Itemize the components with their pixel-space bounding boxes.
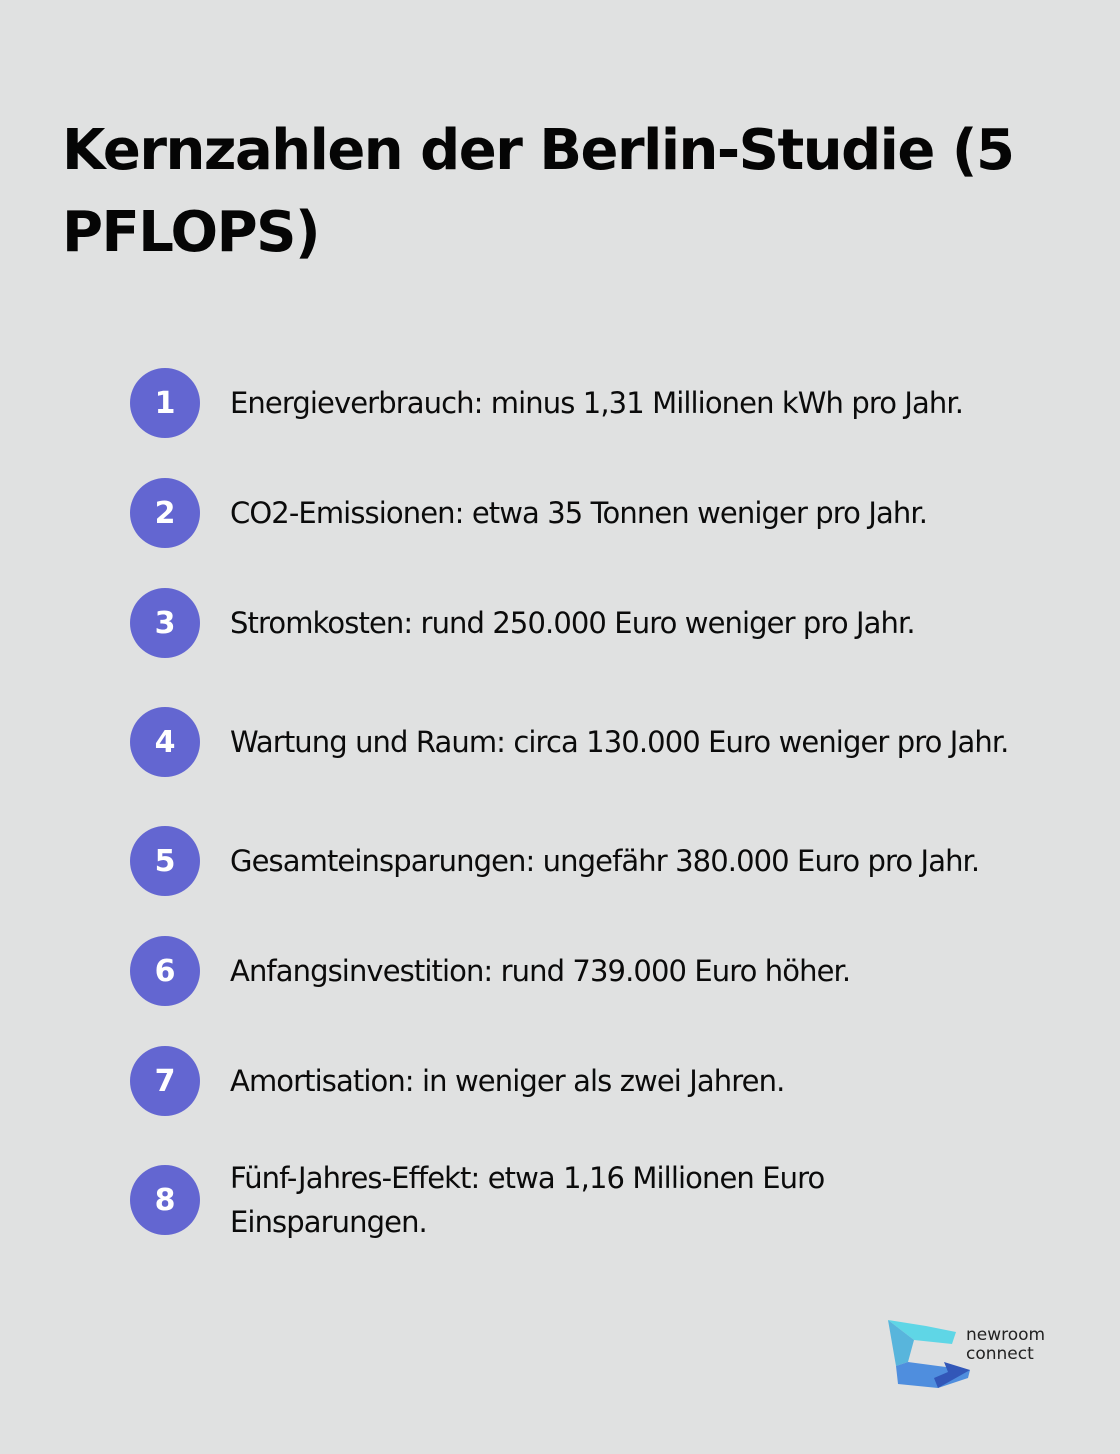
newroom-connect-logo: [886, 1318, 1066, 1390]
item-text: Stromkosten: rund 250.000 Euro weniger pro Jahr.: [230, 606, 915, 640]
item-text: Amortisation: in weniger als zwei Jahren.: [230, 1064, 785, 1098]
number-badge: 5: [130, 826, 200, 896]
number-badge: 4: [130, 707, 200, 777]
item-text: Anfangsinvestition: rund 739.000 Euro höher.: [230, 954, 851, 988]
list-item: [130, 588, 1070, 658]
item-text: Energieverbrauch: minus 1,31 Millionen kWh pro Jahr.: [230, 386, 964, 420]
list-item: [130, 368, 1070, 438]
list-item: [130, 1156, 1070, 1244]
logo-line-1: newroom: [966, 1325, 1046, 1345]
list-item: [130, 936, 1070, 1006]
list-item: [130, 478, 1070, 548]
number-badge: 2: [130, 478, 200, 548]
item-text: CO2-Emissionen: etwa 35 Tonnen weniger pro Jahr.: [230, 496, 928, 530]
logo-mark-icon: [886, 1318, 972, 1390]
list-item: [130, 698, 1070, 786]
number-badge: 8: [130, 1165, 200, 1235]
list-item: [130, 826, 1070, 896]
item-text: Fünf-Jahres-Effekt: etwa 1,16 Millionen Euro Einsparungen.: [230, 1161, 825, 1239]
list-item: [130, 1046, 1070, 1116]
item-text: Wartung und Raum: circa 130.000 Euro weniger pro Jahr.: [230, 725, 1009, 759]
number-badge: 1: [130, 368, 200, 438]
item-text: Gesamteinsparungen: ungefähr 380.000 Euro pro Jahr.: [230, 844, 980, 878]
number-badge: 3: [130, 588, 200, 658]
page-title: Kernzahlen der Berlin-Studie (5 PFLOPS): [62, 118, 1014, 265]
logo-text: [966, 1326, 1045, 1364]
number-badge: 7: [130, 1046, 200, 1116]
number-badge: 6: [130, 936, 200, 1006]
logo-line-2: connect: [966, 1344, 1034, 1364]
